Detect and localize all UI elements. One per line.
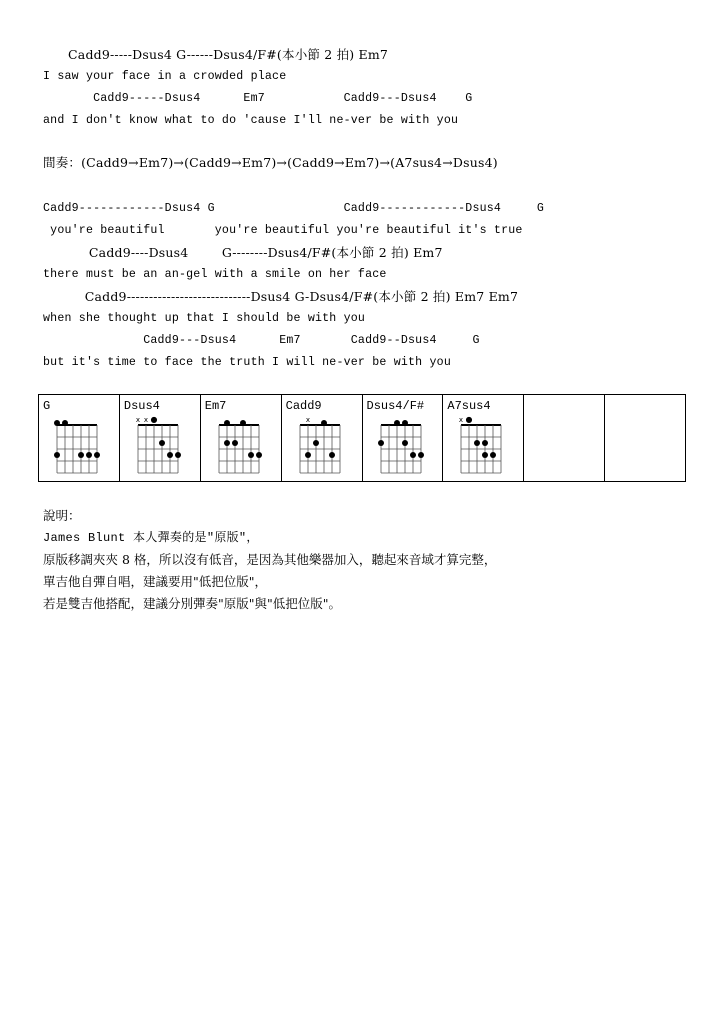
- lyric-line: Cadd9-----Dsus4 Em7 Cadd9---Dsus4 G: [43, 92, 473, 105]
- chord-cell: [119, 395, 200, 482]
- notes-title: 說明：: [43, 508, 81, 523]
- chord-cell: [362, 395, 443, 482]
- chord-cell: [605, 395, 686, 482]
- chord-row: [39, 395, 686, 482]
- finger-dot: [159, 440, 165, 446]
- notes-line-1: James Blunt 本人彈奏的是"原版"，: [43, 531, 259, 545]
- finger-dot: [78, 452, 84, 458]
- finger-dot: [94, 452, 100, 458]
- finger-dot: [167, 452, 173, 458]
- chord-diagram: [132, 415, 188, 477]
- chord-diagram: [51, 415, 107, 477]
- chord-diagram: [375, 415, 431, 477]
- chord-name: Em7: [204, 399, 227, 413]
- finger-dot: [482, 440, 488, 446]
- finger-dot: [175, 452, 181, 458]
- finger-dot: [474, 440, 480, 446]
- finger-dot: [402, 420, 408, 426]
- chord-cell: [200, 395, 281, 482]
- notes-line-3: 單吉他自彈自唱，建議要用"低把位版"，: [43, 574, 267, 589]
- finger-dot: [224, 440, 230, 446]
- finger-dot: [86, 452, 92, 458]
- chord-cell: [443, 395, 524, 482]
- chord-cell: [281, 395, 362, 482]
- finger-dot: [256, 452, 262, 458]
- string-marker: x: [305, 416, 310, 424]
- finger-dot: [313, 440, 319, 446]
- string-marker: x: [459, 416, 464, 424]
- finger-dot: [482, 452, 488, 458]
- finger-dot: [54, 420, 60, 426]
- chord-cell: [39, 395, 120, 482]
- lyric-line: Cadd9-----Dsus4 G------Dsus4/F#(本小節 2 拍) Em7: [43, 47, 389, 62]
- chord-diagram-table: [38, 394, 686, 482]
- finger-dot: [410, 452, 416, 458]
- string-marker: ●: [465, 415, 473, 424]
- finger-dot: [378, 440, 384, 446]
- lyric-line: when she thought up that I should be with you: [43, 312, 366, 325]
- finger-dot: [321, 420, 327, 426]
- chord-diagram: [455, 415, 511, 477]
- finger-dot: [394, 420, 400, 426]
- finger-dot: [240, 420, 246, 426]
- finger-dot: [402, 440, 408, 446]
- lyric-line: Cadd9----------------------------Dsus4 G-Dsus4/F#(本小節 2 拍) Em7 Em7: [43, 289, 519, 304]
- string-marker: x: [135, 416, 140, 424]
- finger-dot: [305, 452, 311, 458]
- lyric-line: you're beautiful you're beautiful you're beautiful it's true: [43, 224, 523, 237]
- notes-line-2: 原版移調夾夾 8 格，所以沒有低音，是因為其他樂器加入，聽起來音域才算完整，: [43, 552, 497, 567]
- finger-dot: [490, 452, 496, 458]
- chord-name: Dsus4/F#: [366, 399, 425, 413]
- chord-name: A7sus4: [447, 399, 491, 413]
- lyric-line: but it's time to face the truth I will ne-ver be with you: [43, 356, 451, 369]
- finger-dot: [418, 452, 424, 458]
- finger-dot: [62, 420, 68, 426]
- chord-name: Cadd9: [285, 399, 322, 413]
- lyric-line: Cadd9------------Dsus4 G Cadd9------------Dsus4 G: [43, 202, 545, 215]
- string-marker: ●: [150, 415, 158, 424]
- lyric-line: and I don't know what to do 'cause I'll ne-ver be with you: [43, 114, 459, 127]
- chord-diagram: [213, 415, 269, 477]
- chord-name: G: [43, 399, 51, 413]
- finger-dot: [224, 420, 230, 426]
- notes-line-4: 若是雙吉他搭配，建議分別彈奏"原版"與"低把位版"。: [43, 596, 341, 611]
- chord-diagram: [294, 415, 350, 477]
- chord-name: Dsus4: [123, 399, 160, 413]
- finger-dot: [329, 452, 335, 458]
- lyric-line: Cadd9---Dsus4 Em7 Cadd9--Dsus4 G: [43, 334, 480, 347]
- lyric-line: 間奏：(Cadd9→Em7)→(Cadd9→Em7)→(Cadd9→Em7)→(A7sus4→Dsus4): [43, 155, 498, 170]
- lyric-line: I saw your face in a crowded place: [43, 70, 287, 83]
- finger-dot: [232, 440, 238, 446]
- chord-cell: [524, 395, 605, 482]
- finger-dot: [54, 452, 60, 458]
- string-marker: x: [143, 416, 148, 424]
- lyric-line: there must be an an-gel with a smile on her face: [43, 268, 387, 281]
- finger-dot: [248, 452, 254, 458]
- lyric-line: Cadd9----Dsus4 G--------Dsus4/F#(本小節 2 拍) Em7: [43, 245, 443, 260]
